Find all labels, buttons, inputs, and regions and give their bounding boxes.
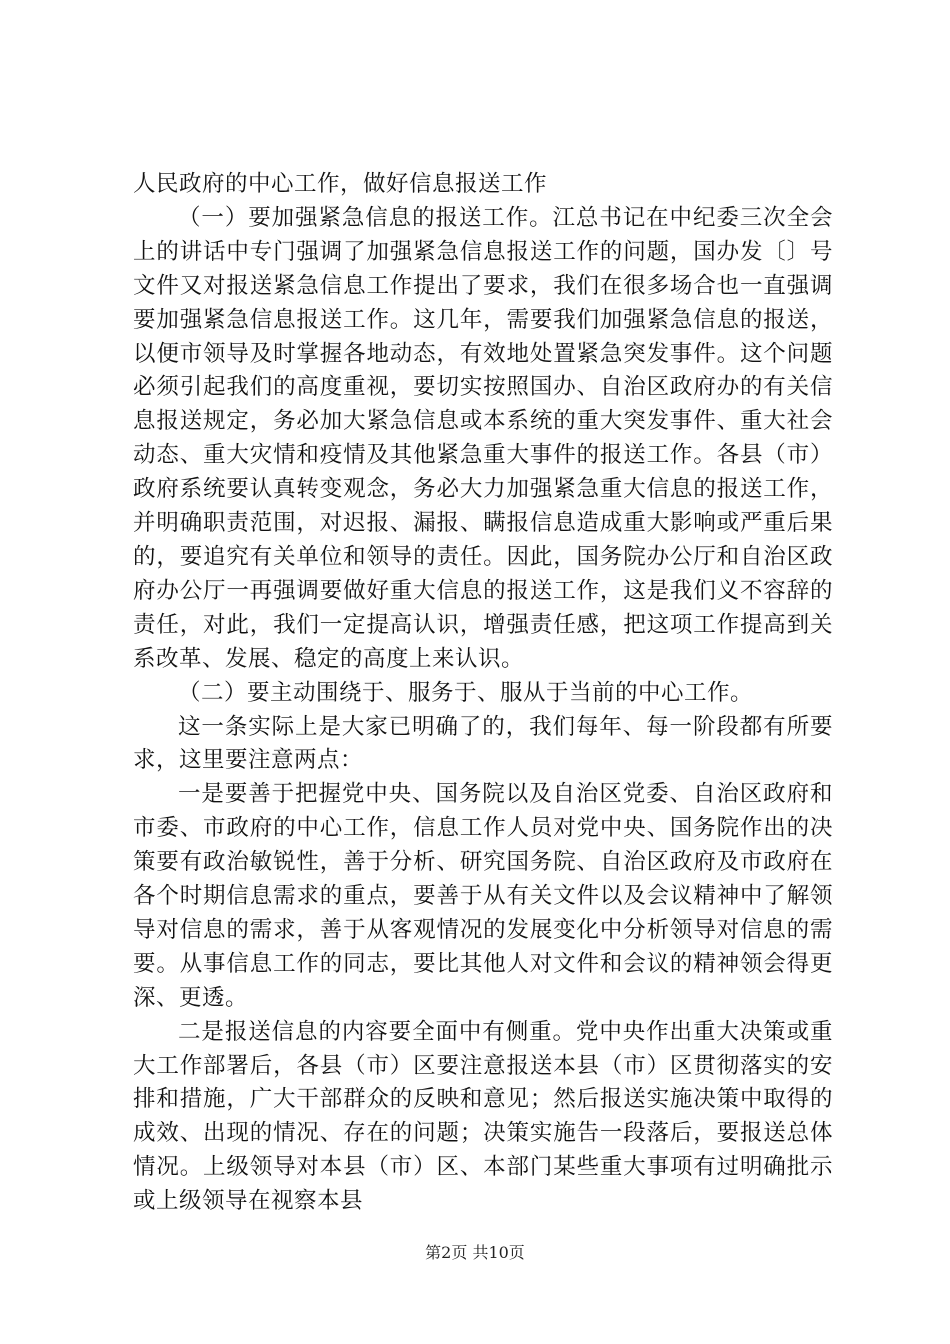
paragraph-section-two-heading: （二）要主动围绕于、服务于、服从于当前的中心工作。 bbox=[178, 679, 754, 706]
paragraph-point-one: 一是要善于把握党中央、国务院以及自治区党委、自治区政府和市委、市政府的中心工作，信息工作人员对党中央、国务院作出的决策要有政治敏锐性，善于分析、研究国务院、自治区政府及市政府在各个时期信息需求的重点，要善于从有关文件以及会议精神中了解领导对信息的需求，善于从客观情况的发展变化中分析领导对信息的需要。从事信息工作的同志，要比其他人对文件和会议的精神领会得更深、更透。 bbox=[133, 781, 833, 1011]
paragraph-section-one: （一）要加强紧急信息的报送工作。江总书记在中纪委三次全会上的讲话中专门强调了加强紧急信息报送工作的问题，国办发〔〕号文件又对报送紧急信息工作提出了要求，我们在很多场合也一直强调要加强紧急信息报送工作。这几年，需要我们加强紧急信息的报送，以便市领导及时掌握各地动态，有效地处置紧急突发事件。这个问题必须引起我们的高度重视，要切实按照国办、自治区政府办的有关信息报送规定，务必加大紧急信息或本系统的重大突发事件、重大社会动态、重大灾情和疫情及其他紧急重大事件的报送工作。各县（市）政府系统要认真转变观念，务必大力加强紧急重大信息的报送工作，并明确职责范围，对迟报、漏报、瞒报信息造成重大影响或严重后果的，要追究有关单位和领导的责任。因此，国务院办公厅和自治区政府办公厅一再强调要做好重大信息的报送工作，这是我们义不容辞的责任，对此，我们一定提高认识，增强责任感，把这项工作提高到关系改革、发展、稳定的高度上来认识。 bbox=[133, 204, 833, 672]
document-body bbox=[133, 168, 833, 1219]
paragraph-point-two: 二是报送信息的内容要全面中有侧重。党中央作出重大决策或重大工作部署后，各县（市）区要注意报送本县（市）区贯彻落实的安排和措施，广大干部群众的反映和意见；然后报送实施决策中取得的成效、出现的情况、存在的问题；决策实施告一段落后，要报送总体情况。上级领导对本县（市）区、本部门某些重大事项有过明确批示或上级领导在视察本县 bbox=[133, 1018, 833, 1215]
page-number-footer: 第2页 共10页 bbox=[425, 1243, 525, 1262]
paragraph-continuation: 人民政府的中心工作，做好信息报送工作 bbox=[133, 171, 548, 197]
paragraph-two-points-intro: 这一条实际上是大家已明确了的，我们每年、每一阶段都有所要求，这里要注意两点： bbox=[133, 713, 833, 774]
